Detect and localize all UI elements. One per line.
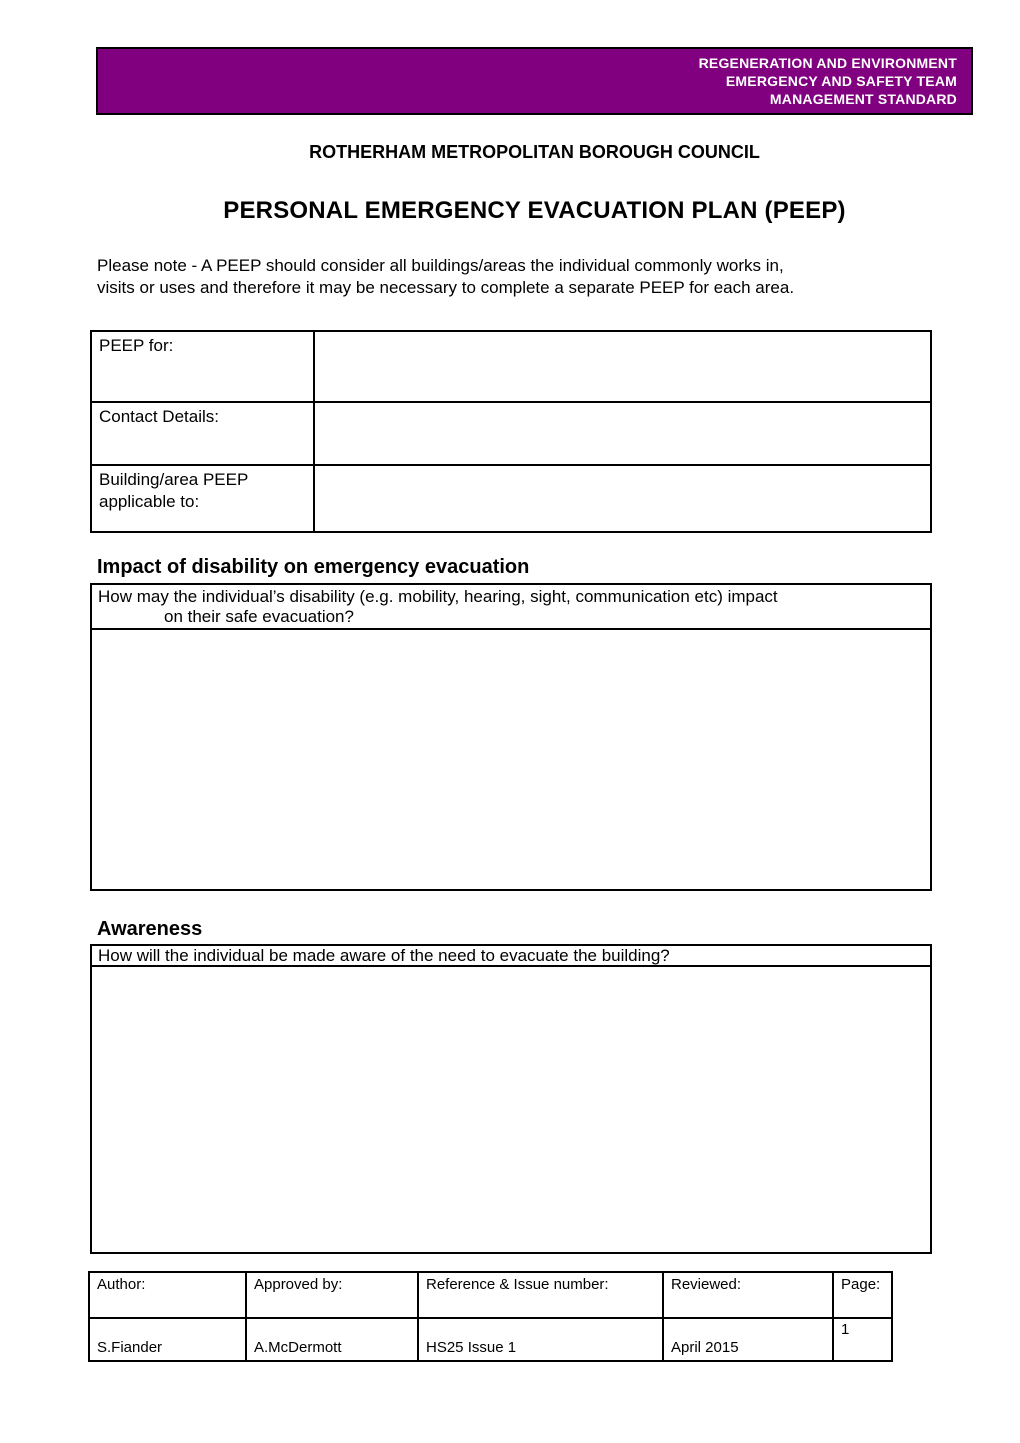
impact-question-line: on their safe evacuation? [164, 607, 354, 626]
awareness-question-line: How will the individual be made aware of the need to evacuate the building? [98, 946, 670, 965]
info-header-author: Author: [97, 1276, 146, 1293]
council-name: ROTHERHAM METROPOLITAN BOROUGH COUNCIL [309, 142, 760, 162]
info-header-approved-by: Approved by: [245, 1273, 417, 1317]
info-value-page: 1 [832, 1319, 891, 1360]
awareness-question [90, 944, 932, 967]
info-header-page: Page: [832, 1273, 891, 1317]
details-table [90, 330, 932, 533]
details-value-cell[interactable] [315, 332, 930, 401]
details-row-building-area [92, 464, 930, 531]
info-header-row [90, 1273, 891, 1317]
details-label: Building/area PEEP applicable to: [92, 466, 315, 531]
details-row-contact-details [92, 401, 930, 464]
info-value-approved-by: A.McDermott [245, 1319, 417, 1360]
impact-question-line: How may the individual’s disability (e.g. mobility, hearing, sight, communication etc) impact [98, 587, 778, 606]
document-info-table [88, 1271, 893, 1362]
details-label: PEEP for: [92, 332, 315, 401]
details-row-peep-for [92, 332, 930, 401]
info-header-reference: Reference & Issue number: [417, 1273, 662, 1317]
section-heading-awareness: Awareness [97, 918, 203, 940]
details-label: Contact Details: [92, 403, 315, 464]
intro-note [97, 255, 949, 299]
info-header-reviewed: Reviewed: [662, 1273, 832, 1317]
intro-note-line: visits or uses and therefore it may be necessary to complete a separate PEEP for each area. [97, 278, 795, 297]
banner-line: EMERGENCY AND SAFETY TEAM [725, 73, 957, 89]
details-value-cell[interactable] [315, 403, 930, 464]
info-value-author: S.Fiander [97, 1339, 163, 1356]
info-value-reference: HS25 Issue 1 [417, 1319, 662, 1360]
intro-note-line: Please note - A PEEP should consider all buildings/areas the individual commonly works in, [97, 256, 784, 275]
department-banner [96, 47, 973, 115]
document-title: PERSONAL EMERGENCY EVACUATION PLAN (PEEP) [223, 197, 846, 224]
impact-answer-box[interactable] [90, 628, 932, 891]
impact-question [90, 583, 932, 630]
banner-line: MANAGEMENT STANDARD [769, 91, 957, 107]
info-value-row [90, 1317, 891, 1360]
section-heading-impact: Impact of disability on emergency evacuation [97, 556, 530, 578]
details-value-cell[interactable] [315, 466, 930, 531]
banner-line: REGENERATION AND ENVIRONMENT [698, 55, 957, 71]
info-value-reviewed: April 2015 [662, 1319, 832, 1360]
awareness-answer-box[interactable] [90, 965, 932, 1254]
